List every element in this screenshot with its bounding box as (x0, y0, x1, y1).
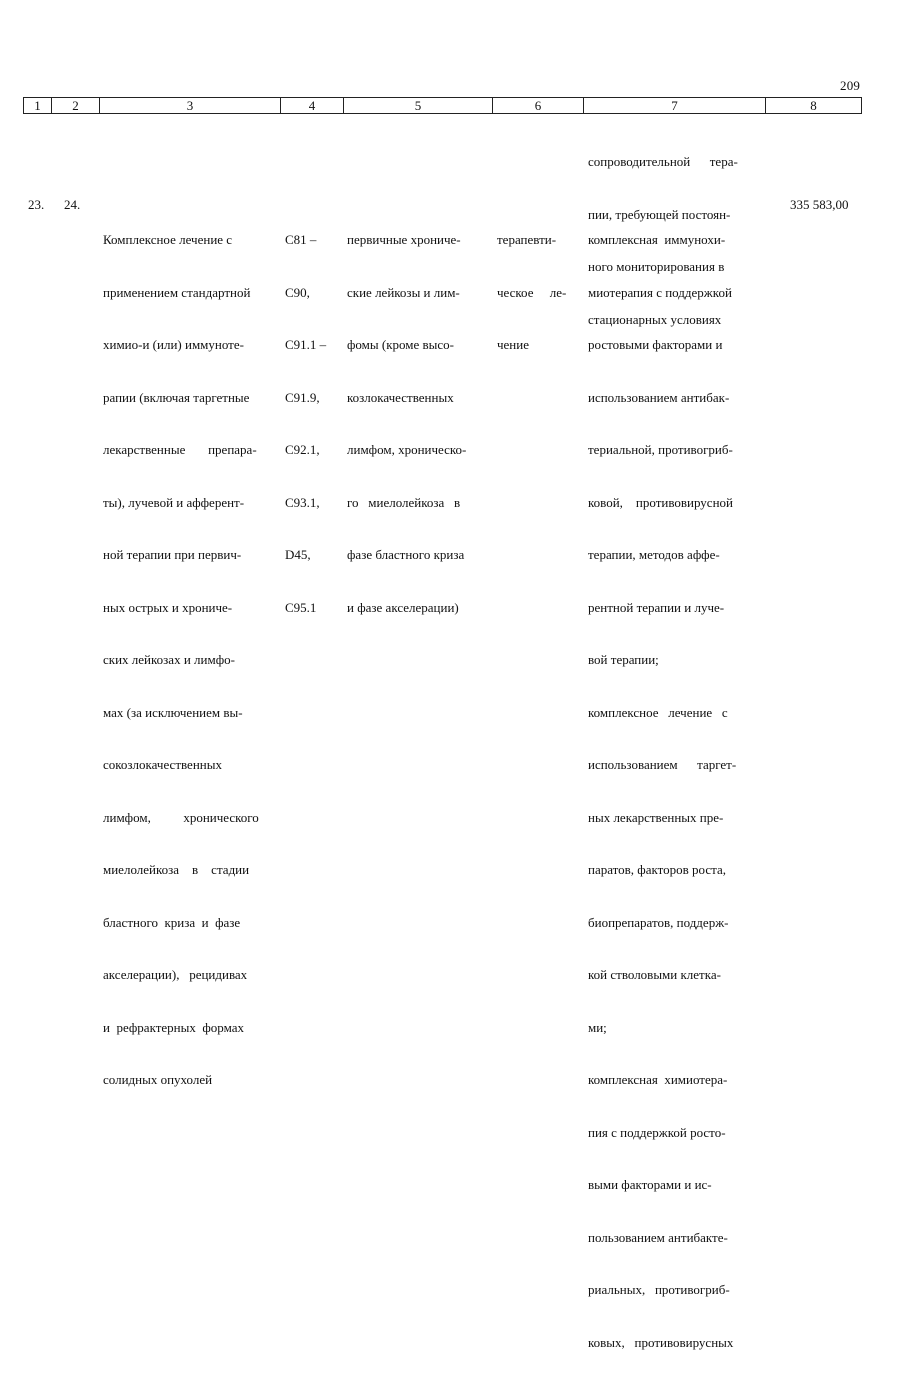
text-line: акселерации), рецидивах (103, 967, 248, 982)
text-line: рапии (включая таргетные (103, 389, 250, 405)
text-line: ми; (588, 1019, 607, 1035)
text-line: рентной терапии и луче- (588, 599, 725, 615)
header-cell-4: 4 (280, 97, 343, 114)
text-line: D45, (285, 547, 311, 562)
text-line: фомы (кроме высо- (347, 337, 455, 352)
text-line: C91.1 – (285, 337, 327, 352)
text-line: Комплексное лечение с (103, 232, 233, 247)
treatment-type-cell (497, 196, 566, 389)
text-line: применением стандартной (103, 284, 251, 300)
text-line: лимфом, хроническо- (347, 442, 467, 457)
text-line: сокозлокачественных (103, 757, 222, 772)
header-cell-1: 1 (23, 97, 51, 114)
text-line: C93.1, (285, 494, 320, 510)
text-line: ческое ле- (497, 284, 567, 300)
text-line: сопроводительной тера- (588, 154, 738, 169)
text-line: пользованием антибакте- (588, 1229, 728, 1245)
text-line: ские лейкозы и лим- (347, 284, 460, 300)
text-line: комплексное лечение с (588, 704, 728, 720)
text-line: лекарственные препара- (103, 442, 257, 457)
text-line: первичные хрониче- (347, 232, 461, 247)
text-line: пия с поддержкой росто- (588, 1124, 726, 1140)
text-line: ной терапии при первич- (103, 547, 242, 562)
text-line: стационарных условиях (588, 311, 722, 327)
text-line: кой стволовыми клетка- (588, 967, 721, 982)
cost-value: 335 583,00 (790, 197, 849, 212)
text-line: ковых, противовирусных (588, 1334, 734, 1350)
text-line: выми факторами и ис- (588, 1177, 712, 1192)
header-cell-7: 7 (583, 97, 765, 114)
text-line: солидных опухолей (103, 1072, 213, 1087)
text-line: ного мониторирования в (588, 259, 725, 274)
text-line: козлокачественных (347, 389, 454, 405)
icd-codes-cell (285, 196, 326, 651)
text-line: чение (497, 337, 529, 352)
header-cell-8: 8 (765, 97, 862, 114)
text-line: ты), лучевой и афферент- (103, 494, 245, 510)
text-line: бластного криза и фазе (103, 914, 241, 930)
row-number-col2: 24. (64, 197, 81, 212)
text-line: териальной, противогриб- (588, 442, 733, 457)
text-line: терапевти- (497, 232, 557, 247)
text-line: C92.1, (285, 442, 320, 457)
text-line: ных острых и хрониче- (103, 599, 233, 615)
text-line: го миелолейкоза в (347, 494, 461, 510)
text-line: C91.9, (285, 389, 320, 405)
text-line: ковой, противовирусной (588, 494, 733, 510)
text-line: ских лейкозах и лимфо- (103, 652, 235, 667)
text-line: C81 – (285, 232, 317, 247)
text-line: риальных, противогриб- (588, 1282, 730, 1297)
text-line: комплексная иммунохи- (588, 232, 726, 247)
text-line: ростовыми факторами и (588, 337, 723, 352)
text-line: ных лекарственных пре- (588, 809, 724, 825)
patient-model-cell (347, 196, 466, 651)
header-cell-5: 5 (343, 97, 492, 114)
text-line: пии, требующей постоян- (588, 206, 731, 222)
header-cell-6: 6 (492, 97, 583, 114)
header-cell-2: 2 (51, 97, 99, 114)
text-line: лимфом, хронического (103, 809, 259, 825)
care-type-cell (103, 196, 259, 1124)
text-line: C90, (285, 284, 310, 300)
text-line: мах (за исключением вы- (103, 704, 243, 720)
text-line: миелолейкоза в стадии (103, 862, 250, 877)
text-line: химио-и (или) иммуноте- (103, 337, 244, 352)
text-line: фазе бластного криза (347, 547, 465, 562)
text-line: использованием таргет- (588, 757, 737, 772)
text-line: и фазе акселерации) (347, 599, 459, 615)
text-line: биопрепаратов, поддерж- (588, 914, 729, 930)
text-line: использованием антибак- (588, 389, 730, 405)
text-line: вой терапии; (588, 652, 659, 667)
text-line: C95.1 (285, 599, 317, 615)
treatment-method-cell (588, 196, 736, 1386)
text-line: миотерапия с поддержкой (588, 284, 732, 300)
page-number: 209 (840, 78, 861, 93)
text-line: терапии, методов аффе- (588, 547, 720, 562)
row-number-col1: 23. (28, 197, 45, 212)
text-line: паратов, факторов роста, (588, 862, 726, 877)
header-cell-3: 3 (99, 97, 280, 114)
text-line: и рефрактерных формах (103, 1019, 245, 1035)
text-line: комплексная химиотера- (588, 1072, 728, 1087)
